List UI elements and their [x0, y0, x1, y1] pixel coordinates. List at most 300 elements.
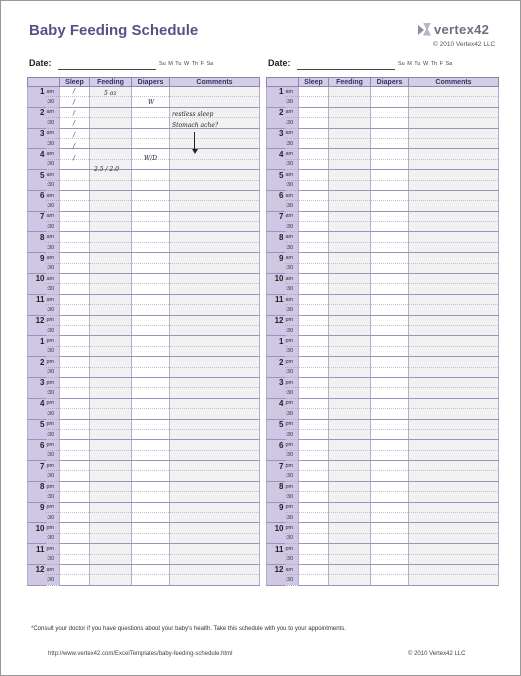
- comments-cell[interactable]: [409, 242, 499, 252]
- sleep-cell[interactable]: [299, 149, 329, 159]
- diapers-cell[interactable]: [371, 346, 409, 356]
- diapers-cell[interactable]: [371, 232, 409, 242]
- feeding-cell[interactable]: [329, 87, 371, 97]
- comments-cell[interactable]: [409, 388, 499, 398]
- sleep-cell[interactable]: [60, 180, 90, 190]
- feeding-cell[interactable]: [329, 263, 371, 273]
- comments-cell[interactable]: [170, 357, 260, 367]
- diapers-cell[interactable]: [371, 263, 409, 273]
- feeding-cell[interactable]: [329, 222, 371, 232]
- comments-cell[interactable]: [170, 242, 260, 252]
- feeding-cell[interactable]: [90, 564, 132, 574]
- feeding-cell[interactable]: [329, 513, 371, 523]
- comments-cell[interactable]: [170, 274, 260, 284]
- comments-cell[interactable]: [170, 325, 260, 335]
- comments-cell[interactable]: [409, 294, 499, 304]
- diapers-cell[interactable]: [371, 190, 409, 200]
- sleep-cell[interactable]: [60, 263, 90, 273]
- diapers-cell[interactable]: [132, 211, 170, 221]
- comments-cell[interactable]: [170, 461, 260, 471]
- diapers-cell[interactable]: [132, 450, 170, 460]
- comments-cell[interactable]: [170, 502, 260, 512]
- sleep-cell[interactable]: [60, 523, 90, 533]
- feeding-cell[interactable]: [90, 398, 132, 408]
- sleep-cell[interactable]: [299, 325, 329, 335]
- feeding-cell[interactable]: [329, 346, 371, 356]
- sleep-cell[interactable]: [60, 409, 90, 419]
- feeding-cell[interactable]: [329, 544, 371, 554]
- diapers-cell[interactable]: [371, 201, 409, 211]
- weekday-selector[interactable]: Su M Tu W Th F Sa: [159, 61, 214, 67]
- comments-cell[interactable]: [170, 367, 260, 377]
- comments-cell[interactable]: [170, 377, 260, 387]
- comments-cell[interactable]: [409, 398, 499, 408]
- diapers-cell[interactable]: [371, 461, 409, 471]
- sleep-cell[interactable]: [299, 294, 329, 304]
- comments-cell[interactable]: [170, 170, 260, 180]
- comments-cell[interactable]: [409, 274, 499, 284]
- sleep-cell[interactable]: [299, 180, 329, 190]
- feeding-cell[interactable]: [90, 294, 132, 304]
- comments-cell[interactable]: [409, 346, 499, 356]
- comments-cell[interactable]: [409, 138, 499, 148]
- diapers-cell[interactable]: [371, 180, 409, 190]
- comments-cell[interactable]: [170, 564, 260, 574]
- diapers-cell[interactable]: [132, 471, 170, 481]
- diapers-cell[interactable]: [132, 180, 170, 190]
- diapers-cell[interactable]: [371, 336, 409, 346]
- comments-cell[interactable]: [409, 492, 499, 502]
- sleep-cell[interactable]: [299, 429, 329, 439]
- comments-cell[interactable]: [170, 388, 260, 398]
- feeding-cell[interactable]: [329, 554, 371, 564]
- feeding-cell[interactable]: [90, 492, 132, 502]
- sleep-cell[interactable]: [299, 336, 329, 346]
- sleep-cell[interactable]: [60, 222, 90, 232]
- sleep-cell[interactable]: [299, 274, 329, 284]
- comments-cell[interactable]: [170, 159, 260, 169]
- sleep-cell[interactable]: [60, 305, 90, 315]
- comments-cell[interactable]: [170, 450, 260, 460]
- sleep-cell[interactable]: [60, 346, 90, 356]
- sleep-cell[interactable]: [60, 377, 90, 387]
- sleep-cell[interactable]: [299, 554, 329, 564]
- comments-cell[interactable]: [170, 419, 260, 429]
- diapers-cell[interactable]: [371, 575, 409, 585]
- sleep-cell[interactable]: [60, 513, 90, 523]
- diapers-cell[interactable]: [371, 419, 409, 429]
- feeding-cell[interactable]: [329, 388, 371, 398]
- feeding-cell[interactable]: [329, 377, 371, 387]
- feeding-cell[interactable]: [90, 461, 132, 471]
- diapers-cell[interactable]: [371, 492, 409, 502]
- sleep-cell[interactable]: [60, 336, 90, 346]
- comments-cell[interactable]: [170, 201, 260, 211]
- feeding-cell[interactable]: [329, 409, 371, 419]
- comments-cell[interactable]: [170, 149, 260, 159]
- comments-cell[interactable]: [409, 222, 499, 232]
- feeding-cell[interactable]: [329, 492, 371, 502]
- feeding-cell[interactable]: [329, 107, 371, 117]
- diapers-cell[interactable]: [371, 159, 409, 169]
- comments-cell[interactable]: [409, 87, 499, 97]
- feeding-cell[interactable]: [329, 461, 371, 471]
- diapers-cell[interactable]: [132, 367, 170, 377]
- sleep-cell[interactable]: [299, 128, 329, 138]
- sleep-cell[interactable]: [60, 201, 90, 211]
- sleep-cell[interactable]: [60, 242, 90, 252]
- feeding-cell[interactable]: [90, 513, 132, 523]
- feeding-cell[interactable]: [90, 107, 132, 117]
- comments-cell[interactable]: [170, 263, 260, 273]
- feeding-cell[interactable]: [329, 128, 371, 138]
- sleep-cell[interactable]: [299, 564, 329, 574]
- diapers-cell[interactable]: [132, 118, 170, 128]
- diapers-cell[interactable]: [132, 523, 170, 533]
- comments-cell[interactable]: [170, 398, 260, 408]
- feeding-cell[interactable]: [90, 97, 132, 107]
- feeding-cell[interactable]: [329, 533, 371, 543]
- sleep-cell[interactable]: [299, 377, 329, 387]
- sleep-cell[interactable]: [299, 138, 329, 148]
- sleep-cell[interactable]: [299, 253, 329, 263]
- diapers-cell[interactable]: [371, 149, 409, 159]
- diapers-cell[interactable]: [371, 398, 409, 408]
- feeding-cell[interactable]: [329, 274, 371, 284]
- sleep-cell[interactable]: [299, 346, 329, 356]
- diapers-cell[interactable]: [371, 305, 409, 315]
- diapers-cell[interactable]: [371, 502, 409, 512]
- comments-cell[interactable]: [170, 554, 260, 564]
- diapers-cell[interactable]: [371, 564, 409, 574]
- comments-cell[interactable]: [170, 97, 260, 107]
- diapers-cell[interactable]: [371, 315, 409, 325]
- feeding-cell[interactable]: [329, 367, 371, 377]
- feeding-cell[interactable]: [329, 159, 371, 169]
- feeding-cell[interactable]: [329, 429, 371, 439]
- sleep-cell[interactable]: [60, 440, 90, 450]
- sleep-cell[interactable]: [299, 502, 329, 512]
- sleep-cell[interactable]: [299, 398, 329, 408]
- diapers-cell[interactable]: [371, 107, 409, 117]
- diapers-cell[interactable]: [371, 138, 409, 148]
- diapers-cell[interactable]: [371, 170, 409, 180]
- comments-cell[interactable]: [170, 471, 260, 481]
- sleep-cell[interactable]: [299, 263, 329, 273]
- comments-cell[interactable]: [170, 533, 260, 543]
- diapers-cell[interactable]: [132, 461, 170, 471]
- comments-cell[interactable]: [170, 346, 260, 356]
- feeding-cell[interactable]: [90, 253, 132, 263]
- sleep-cell[interactable]: [60, 492, 90, 502]
- diapers-cell[interactable]: [132, 575, 170, 585]
- comments-cell[interactable]: [409, 325, 499, 335]
- feeding-cell[interactable]: [90, 523, 132, 533]
- date-field[interactable]: [297, 69, 395, 70]
- comments-cell[interactable]: [170, 492, 260, 502]
- feeding-cell[interactable]: [90, 575, 132, 585]
- sleep-cell[interactable]: [60, 170, 90, 180]
- comments-cell[interactable]: [170, 481, 260, 491]
- feeding-cell[interactable]: [329, 242, 371, 252]
- feeding-cell[interactable]: [90, 502, 132, 512]
- comments-cell[interactable]: [409, 305, 499, 315]
- comments-cell[interactable]: [170, 336, 260, 346]
- diapers-cell[interactable]: [132, 388, 170, 398]
- comments-cell[interactable]: [170, 305, 260, 315]
- feeding-cell[interactable]: [329, 502, 371, 512]
- sleep-cell[interactable]: [60, 388, 90, 398]
- feeding-cell[interactable]: [90, 305, 132, 315]
- sleep-cell[interactable]: [60, 575, 90, 585]
- comments-cell[interactable]: [409, 533, 499, 543]
- sleep-cell[interactable]: [299, 367, 329, 377]
- date-field[interactable]: [58, 69, 156, 70]
- comments-cell[interactable]: [409, 357, 499, 367]
- comments-cell[interactable]: [170, 284, 260, 294]
- diapers-cell[interactable]: [132, 294, 170, 304]
- diapers-cell[interactable]: [371, 97, 409, 107]
- feeding-cell[interactable]: [329, 336, 371, 346]
- diapers-cell[interactable]: [132, 315, 170, 325]
- diapers-cell[interactable]: [371, 253, 409, 263]
- diapers-cell[interactable]: [132, 481, 170, 491]
- diapers-cell[interactable]: [132, 513, 170, 523]
- diapers-cell[interactable]: [132, 263, 170, 273]
- diapers-cell[interactable]: [132, 419, 170, 429]
- feeding-cell[interactable]: [90, 138, 132, 148]
- diapers-cell[interactable]: [371, 242, 409, 252]
- sleep-cell[interactable]: [60, 471, 90, 481]
- feeding-cell[interactable]: [329, 118, 371, 128]
- comments-cell[interactable]: [170, 138, 260, 148]
- feeding-cell[interactable]: [90, 429, 132, 439]
- diapers-cell[interactable]: [371, 409, 409, 419]
- diapers-cell[interactable]: [371, 533, 409, 543]
- sleep-cell[interactable]: [60, 190, 90, 200]
- feeding-cell[interactable]: [329, 253, 371, 263]
- sleep-cell[interactable]: [60, 294, 90, 304]
- feeding-cell[interactable]: [90, 190, 132, 200]
- diapers-cell[interactable]: [132, 336, 170, 346]
- sleep-cell[interactable]: [299, 450, 329, 460]
- diapers-cell[interactable]: [371, 388, 409, 398]
- diapers-cell[interactable]: [132, 346, 170, 356]
- diapers-cell[interactable]: [371, 481, 409, 491]
- sleep-cell[interactable]: [299, 242, 329, 252]
- diapers-cell[interactable]: [132, 564, 170, 574]
- diapers-cell[interactable]: [132, 398, 170, 408]
- diapers-cell[interactable]: [132, 357, 170, 367]
- feeding-cell[interactable]: [90, 357, 132, 367]
- sleep-cell[interactable]: [299, 409, 329, 419]
- sleep-cell[interactable]: [299, 201, 329, 211]
- diapers-cell[interactable]: [371, 513, 409, 523]
- feeding-cell[interactable]: [329, 284, 371, 294]
- sleep-cell[interactable]: [299, 492, 329, 502]
- sleep-cell[interactable]: [60, 274, 90, 284]
- comments-cell[interactable]: [170, 190, 260, 200]
- diapers-cell[interactable]: [132, 554, 170, 564]
- comments-cell[interactable]: [409, 190, 499, 200]
- feeding-cell[interactable]: [329, 440, 371, 450]
- comments-cell[interactable]: [409, 575, 499, 585]
- diapers-cell[interactable]: [371, 211, 409, 221]
- feeding-cell[interactable]: [90, 325, 132, 335]
- diapers-cell[interactable]: [371, 450, 409, 460]
- comments-cell[interactable]: [409, 336, 499, 346]
- feeding-cell[interactable]: [329, 211, 371, 221]
- diapers-cell[interactable]: [132, 170, 170, 180]
- diapers-cell[interactable]: [132, 284, 170, 294]
- weekday-selector[interactable]: Su M Tu W Th F Sa: [398, 61, 453, 67]
- sleep-cell[interactable]: [299, 190, 329, 200]
- comments-cell[interactable]: [409, 377, 499, 387]
- sleep-cell[interactable]: [60, 357, 90, 367]
- sleep-cell[interactable]: [60, 564, 90, 574]
- sleep-cell[interactable]: [60, 461, 90, 471]
- feeding-cell[interactable]: [90, 450, 132, 460]
- diapers-cell[interactable]: [371, 367, 409, 377]
- feeding-cell[interactable]: [90, 409, 132, 419]
- diapers-cell[interactable]: [132, 232, 170, 242]
- comments-cell[interactable]: [170, 409, 260, 419]
- comments-cell[interactable]: [170, 429, 260, 439]
- sleep-cell[interactable]: [299, 481, 329, 491]
- diapers-cell[interactable]: [371, 274, 409, 284]
- comments-cell[interactable]: [409, 554, 499, 564]
- comments-cell[interactable]: [409, 440, 499, 450]
- diapers-cell[interactable]: [132, 440, 170, 450]
- feeding-cell[interactable]: [329, 201, 371, 211]
- comments-cell[interactable]: [409, 253, 499, 263]
- sleep-cell[interactable]: [299, 118, 329, 128]
- comments-cell[interactable]: [170, 222, 260, 232]
- diapers-cell[interactable]: [371, 284, 409, 294]
- comments-cell[interactable]: [409, 502, 499, 512]
- sleep-cell[interactable]: [299, 471, 329, 481]
- diapers-cell[interactable]: [132, 325, 170, 335]
- feeding-cell[interactable]: [329, 315, 371, 325]
- sleep-cell[interactable]: [299, 211, 329, 221]
- comments-cell[interactable]: [409, 513, 499, 523]
- comments-cell[interactable]: [170, 544, 260, 554]
- sleep-cell[interactable]: [299, 284, 329, 294]
- sleep-cell[interactable]: [60, 481, 90, 491]
- diapers-cell[interactable]: [132, 222, 170, 232]
- feeding-cell[interactable]: [329, 471, 371, 481]
- comments-cell[interactable]: [409, 419, 499, 429]
- feeding-cell[interactable]: [329, 564, 371, 574]
- diapers-cell[interactable]: [132, 107, 170, 117]
- diapers-cell[interactable]: [371, 544, 409, 554]
- diapers-cell[interactable]: [371, 294, 409, 304]
- sleep-cell[interactable]: [60, 232, 90, 242]
- sleep-cell[interactable]: [60, 211, 90, 221]
- sleep-cell[interactable]: [299, 305, 329, 315]
- comments-cell[interactable]: [409, 128, 499, 138]
- feeding-cell[interactable]: [90, 388, 132, 398]
- feeding-cell[interactable]: [329, 398, 371, 408]
- comments-cell[interactable]: [409, 429, 499, 439]
- comments-cell[interactable]: [170, 253, 260, 263]
- comments-cell[interactable]: [409, 461, 499, 471]
- comments-cell[interactable]: [409, 450, 499, 460]
- sleep-cell[interactable]: [299, 222, 329, 232]
- sleep-cell[interactable]: [299, 232, 329, 242]
- feeding-cell[interactable]: [329, 138, 371, 148]
- sleep-cell[interactable]: [299, 357, 329, 367]
- feeding-cell[interactable]: [329, 419, 371, 429]
- sleep-cell[interactable]: [60, 367, 90, 377]
- feeding-cell[interactable]: [90, 232, 132, 242]
- sleep-cell[interactable]: [299, 419, 329, 429]
- comments-cell[interactable]: [170, 87, 260, 97]
- feeding-cell[interactable]: [329, 149, 371, 159]
- sleep-cell[interactable]: [299, 87, 329, 97]
- diapers-cell[interactable]: [371, 523, 409, 533]
- comments-cell[interactable]: [409, 232, 499, 242]
- sleep-cell[interactable]: [60, 554, 90, 564]
- comments-cell[interactable]: [409, 284, 499, 294]
- sleep-cell[interactable]: [299, 575, 329, 585]
- diapers-cell[interactable]: [132, 544, 170, 554]
- diapers-cell[interactable]: [132, 305, 170, 315]
- sleep-cell[interactable]: [60, 419, 90, 429]
- feeding-cell[interactable]: [90, 346, 132, 356]
- feeding-cell[interactable]: [329, 357, 371, 367]
- feeding-cell[interactable]: [329, 575, 371, 585]
- comments-cell[interactable]: [409, 201, 499, 211]
- comments-cell[interactable]: [409, 544, 499, 554]
- feeding-cell[interactable]: [329, 481, 371, 491]
- feeding-cell[interactable]: [90, 419, 132, 429]
- diapers-cell[interactable]: [132, 409, 170, 419]
- comments-cell[interactable]: [409, 315, 499, 325]
- feeding-cell[interactable]: [90, 284, 132, 294]
- diapers-cell[interactable]: [371, 377, 409, 387]
- feeding-cell[interactable]: [90, 336, 132, 346]
- comments-cell[interactable]: [170, 440, 260, 450]
- feeding-cell[interactable]: [90, 211, 132, 221]
- sleep-cell[interactable]: [299, 315, 329, 325]
- footer-link[interactable]: http://www.vertex42.com/ExcelTemplates/baby-feeding-schedule.html: [48, 651, 233, 657]
- feeding-cell[interactable]: [329, 305, 371, 315]
- sleep-cell[interactable]: [60, 325, 90, 335]
- sleep-cell[interactable]: [60, 544, 90, 554]
- sleep-cell[interactable]: [60, 429, 90, 439]
- comments-cell[interactable]: [409, 107, 499, 117]
- feeding-cell[interactable]: [90, 533, 132, 543]
- feeding-cell[interactable]: [90, 149, 132, 159]
- comments-cell[interactable]: [409, 149, 499, 159]
- comments-cell[interactable]: [409, 180, 499, 190]
- sleep-cell[interactable]: [299, 107, 329, 117]
- feeding-cell[interactable]: [329, 450, 371, 460]
- feeding-cell[interactable]: [90, 128, 132, 138]
- comments-cell[interactable]: [409, 263, 499, 273]
- feeding-cell[interactable]: [329, 170, 371, 180]
- comments-cell[interactable]: [170, 523, 260, 533]
- feeding-cell[interactable]: [90, 118, 132, 128]
- diapers-cell[interactable]: [132, 492, 170, 502]
- diapers-cell[interactable]: [132, 502, 170, 512]
- feeding-cell[interactable]: [90, 180, 132, 190]
- sleep-cell[interactable]: [299, 159, 329, 169]
- diapers-cell[interactable]: [132, 138, 170, 148]
- diapers-cell[interactable]: [132, 274, 170, 284]
- feeding-cell[interactable]: [90, 274, 132, 284]
